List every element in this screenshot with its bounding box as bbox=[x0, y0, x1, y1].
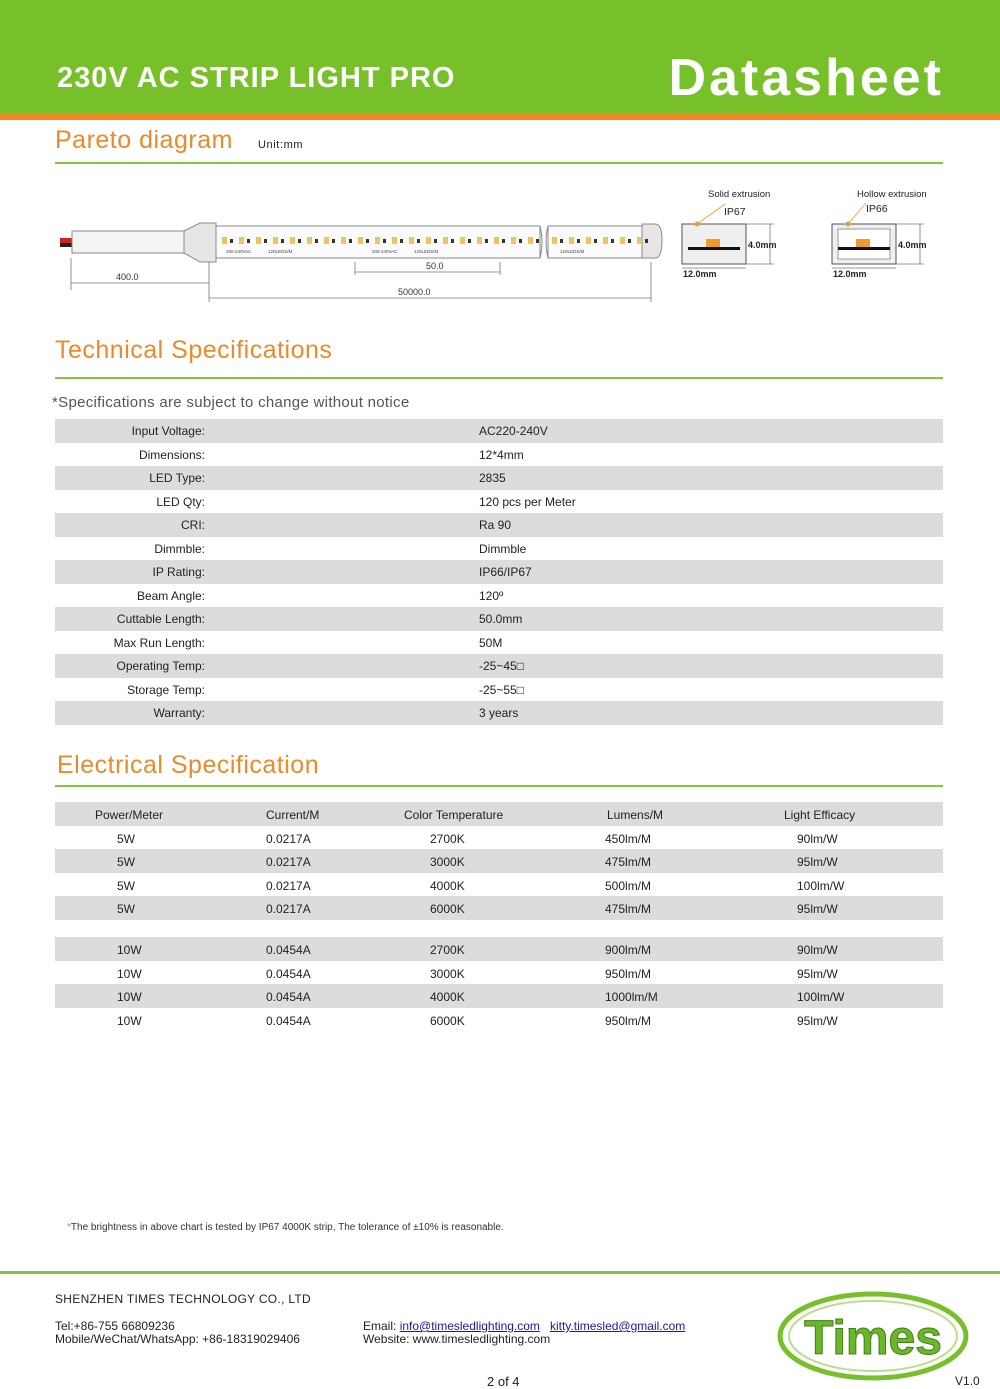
strip-label-leds-2: 120LEDS/M bbox=[414, 249, 439, 254]
led-chip bbox=[528, 237, 533, 244]
resistor bbox=[366, 239, 369, 243]
contact-email bbox=[363, 1319, 685, 1333]
led-chip bbox=[256, 237, 261, 244]
resistor bbox=[349, 239, 352, 243]
elec-cell: 10W bbox=[117, 990, 142, 1004]
spec-key: Dimmble: bbox=[154, 541, 205, 556]
elec-cell: 2700K bbox=[430, 831, 465, 846]
spec-value: AC220-240V bbox=[479, 424, 548, 438]
email-link-kitty[interactable]: kitty.timesled@gmail.com bbox=[549, 1319, 686, 1333]
tech-rule bbox=[55, 377, 943, 379]
led-chip bbox=[273, 237, 278, 244]
resistor bbox=[519, 239, 522, 243]
elec-cell: 475lm/M bbox=[605, 855, 652, 869]
elec-cell: 0.0454A bbox=[266, 966, 311, 981]
spec-key: Cuttable Length: bbox=[116, 612, 205, 626]
resistor bbox=[247, 239, 250, 243]
elec-row bbox=[55, 961, 943, 985]
resistor bbox=[560, 239, 563, 243]
elec-cell: 0.0454A bbox=[266, 943, 311, 957]
elec-header-cell: Light Efficacy bbox=[784, 808, 856, 822]
strip-label-voltage-2: 200-240VAC bbox=[372, 249, 398, 254]
spec-key: Storage Temp: bbox=[127, 682, 205, 697]
elec-row bbox=[55, 873, 943, 897]
elec-cell: 6000K bbox=[430, 1013, 465, 1028]
elec-cell: 4000K bbox=[430, 990, 465, 1004]
hollow-leader bbox=[848, 203, 866, 224]
spec-row bbox=[55, 584, 943, 608]
spec-value: 120 pcs per Meter bbox=[479, 494, 576, 509]
spec-value: 50M bbox=[479, 635, 503, 650]
elec-cell: 100lm/W bbox=[797, 990, 845, 1004]
resistor bbox=[468, 239, 471, 243]
elec-cell: 5W bbox=[117, 831, 135, 846]
elec-row bbox=[55, 984, 943, 1008]
pareto-title: Pareto diagram bbox=[55, 126, 233, 154]
footnote-text: The brightness in above chart is tested by IP67 4000K strip, The tolerance of ±10% is reasonable. bbox=[70, 1222, 504, 1233]
elec-rule bbox=[55, 785, 943, 787]
footnote-star: * bbox=[67, 1222, 71, 1233]
spec-key: Beam Angle: bbox=[136, 588, 205, 603]
strip-diagram bbox=[0, 170, 1000, 310]
spec-row bbox=[55, 537, 943, 561]
resistor bbox=[645, 239, 648, 243]
hollow-width: 12.0mm bbox=[833, 269, 867, 279]
resistor bbox=[611, 239, 614, 243]
solid-height: 4.0mm bbox=[748, 240, 777, 250]
led-chip bbox=[426, 237, 431, 244]
strip-label-leds: 120LEDS/M bbox=[268, 249, 293, 254]
led-chip bbox=[494, 237, 499, 244]
elec-row bbox=[55, 1008, 943, 1032]
solid-label: Solid extrusion bbox=[708, 189, 771, 200]
spec-value: 12*4mm bbox=[479, 447, 524, 462]
elec-table-10w bbox=[55, 937, 943, 1031]
led-chip bbox=[307, 237, 312, 244]
led-chip bbox=[511, 237, 516, 244]
elec-header-cell: Color Temperature bbox=[404, 808, 504, 822]
spec-row bbox=[55, 419, 943, 443]
elec-cell: 3000K bbox=[430, 855, 465, 869]
email-label: Email: bbox=[363, 1319, 400, 1333]
cable bbox=[72, 231, 184, 253]
spec-note: *Specifications are subject to change without notice bbox=[52, 394, 410, 411]
dim-total: 50000.0 bbox=[398, 287, 431, 297]
contact-mobile: Mobile/WeChat/WhatsApp: +86-18319029406 bbox=[55, 1332, 300, 1346]
elec-cell: 5W bbox=[117, 855, 135, 869]
elec-cell: 475lm/M bbox=[605, 902, 652, 916]
spec-value: IP66/IP67 bbox=[479, 565, 532, 579]
led-chip bbox=[620, 237, 625, 244]
hollow-led bbox=[856, 239, 870, 247]
elec-cell: 95lm/W bbox=[797, 902, 838, 916]
resistor bbox=[383, 239, 386, 243]
resistor bbox=[298, 239, 301, 243]
elec-cell: 5W bbox=[117, 902, 135, 916]
elec-cell: 3000K bbox=[430, 966, 465, 981]
resistor bbox=[281, 239, 284, 243]
spec-row bbox=[55, 490, 943, 514]
elec-cell: 0.0454A bbox=[266, 990, 311, 1004]
spec-key: Operating Temp: bbox=[116, 659, 205, 673]
unit-label: Unit:mm bbox=[258, 139, 304, 151]
led-chip bbox=[569, 237, 574, 244]
document-type: Datasheet bbox=[668, 49, 944, 107]
footnote bbox=[67, 1222, 504, 1233]
spec-key: Dimensions: bbox=[138, 447, 205, 462]
spec-value: 50.0mm bbox=[479, 612, 523, 626]
tech-spec-table bbox=[55, 419, 943, 725]
dimension-lines bbox=[71, 258, 651, 302]
resistor bbox=[451, 239, 454, 243]
company-name: SHENZHEN TIMES TECHNOLOGY CO., LTD bbox=[55, 1292, 312, 1306]
hollow-pcb bbox=[838, 247, 890, 250]
resistor bbox=[485, 239, 488, 243]
led-chip bbox=[586, 237, 591, 244]
spec-row bbox=[55, 560, 943, 584]
led-chip bbox=[460, 237, 465, 244]
elec-cell: 5W bbox=[117, 878, 135, 893]
elec-header-cell: Power/Meter bbox=[95, 808, 164, 822]
resistor bbox=[400, 239, 403, 243]
strip-label-voltage: 200-240VAC bbox=[226, 249, 252, 254]
led-chip bbox=[290, 237, 295, 244]
spec-row bbox=[55, 443, 943, 467]
times-logo bbox=[776, 1288, 971, 1383]
resistor bbox=[628, 239, 631, 243]
spec-value: -25~45□ bbox=[479, 659, 524, 673]
resistor bbox=[315, 239, 318, 243]
led-chip bbox=[375, 237, 380, 244]
spec-value: Ra 90 bbox=[479, 518, 512, 532]
version: V1.0 bbox=[955, 1374, 980, 1388]
spec-key: CRI: bbox=[181, 518, 205, 532]
elec-cell: 500lm/M bbox=[605, 878, 652, 893]
spec-row bbox=[55, 678, 943, 702]
elec-cell: 95lm/W bbox=[797, 855, 838, 869]
resistor bbox=[434, 239, 437, 243]
elec-cell: 10W bbox=[117, 943, 142, 957]
resistor bbox=[332, 239, 335, 243]
spec-key: Input Voltage: bbox=[131, 424, 205, 438]
spec-value: 120º bbox=[479, 588, 504, 603]
elec-cell: 2700K bbox=[430, 943, 465, 957]
elec-cell: 1000lm/M bbox=[605, 990, 658, 1004]
page-number: 2 of 4 bbox=[487, 1374, 520, 1389]
spec-row bbox=[55, 466, 943, 490]
resistor bbox=[536, 239, 539, 243]
led-chip bbox=[222, 237, 227, 244]
elec-cell: 100lm/W bbox=[797, 878, 845, 893]
elec-cell: 4000K bbox=[430, 878, 465, 893]
solid-leader bbox=[697, 204, 725, 224]
led-chip bbox=[324, 237, 329, 244]
elec-cell: 0.0454A bbox=[266, 1013, 311, 1028]
hollow-label: Hollow extrusion bbox=[857, 189, 927, 200]
spec-row bbox=[55, 701, 943, 725]
logo-text: Times bbox=[804, 1312, 942, 1365]
solid-led bbox=[706, 239, 720, 247]
led-chip bbox=[552, 237, 557, 244]
tech-title: Technical Specifications bbox=[55, 336, 333, 364]
spec-key: LED Type: bbox=[149, 471, 205, 485]
elec-cell: 90lm/W bbox=[797, 831, 838, 846]
contact-website[interactable]: Website: www.timesledlighting.com bbox=[363, 1332, 551, 1346]
elec-cell: 10W bbox=[117, 966, 142, 981]
elec-row bbox=[55, 937, 943, 961]
spec-value: 2835 bbox=[479, 471, 506, 485]
elec-cell: 0.0217A bbox=[266, 855, 311, 869]
elec-cell: 0.0217A bbox=[266, 831, 311, 846]
led-chip bbox=[637, 237, 642, 244]
spec-row bbox=[55, 607, 943, 631]
elec-cell: 0.0217A bbox=[266, 878, 311, 893]
led-chip bbox=[477, 237, 482, 244]
elec-cell: 10W bbox=[117, 1013, 142, 1028]
led-chip bbox=[392, 237, 397, 244]
led-chip bbox=[358, 237, 363, 244]
elec-row bbox=[55, 896, 943, 920]
spec-key: Warranty: bbox=[153, 706, 205, 720]
elec-cell: 95lm/W bbox=[797, 966, 838, 981]
resistor bbox=[502, 239, 505, 243]
solid-ip: IP67 bbox=[724, 206, 746, 218]
led-chip bbox=[603, 237, 608, 244]
spec-key: IP Rating: bbox=[152, 565, 205, 579]
elec-cell: 90lm/W bbox=[797, 943, 838, 957]
elec-cell: 0.0217A bbox=[266, 902, 311, 916]
pareto-rule bbox=[55, 162, 943, 164]
led-chip bbox=[409, 237, 414, 244]
elec-cell: 450lm/M bbox=[605, 831, 652, 846]
dim-cut: 50.0 bbox=[426, 261, 444, 271]
footer-rule bbox=[0, 1271, 1000, 1274]
led-chip bbox=[239, 237, 244, 244]
elec-table-5w bbox=[55, 802, 943, 920]
contact-tel: Tel:+86-755 66809236 bbox=[55, 1319, 175, 1333]
product-title: 230V AC STRIP LIGHT PRO bbox=[57, 62, 456, 94]
elec-header-cell: Lumens/M bbox=[607, 808, 664, 822]
elec-row bbox=[55, 849, 943, 873]
resistor bbox=[594, 239, 597, 243]
resistor bbox=[417, 239, 420, 243]
spec-key: Max Run Length: bbox=[113, 635, 205, 650]
elec-header-row bbox=[55, 802, 943, 826]
strip-label-leds-3: 120LEDS/M bbox=[560, 249, 585, 254]
resistor bbox=[230, 239, 233, 243]
elec-cell: 95lm/W bbox=[797, 1013, 838, 1028]
elec-cell: 950lm/M bbox=[605, 1013, 652, 1028]
end-cap-left bbox=[184, 223, 216, 262]
header-accent-bar bbox=[0, 113, 1000, 120]
elec-cell: 900lm/M bbox=[605, 943, 652, 957]
elec-header-cell: Current/M bbox=[266, 808, 320, 822]
led-chip bbox=[341, 237, 346, 244]
spec-key: LED Qty: bbox=[156, 494, 205, 509]
spec-row bbox=[55, 654, 943, 678]
strip-break bbox=[540, 226, 548, 258]
hollow-ip: IP66 bbox=[866, 203, 888, 215]
resistor bbox=[577, 239, 580, 243]
elec-cell: 6000K bbox=[430, 902, 465, 916]
elec-title: Electrical Specification bbox=[57, 751, 320, 779]
spec-value: 3 years bbox=[479, 706, 519, 720]
resistor bbox=[264, 239, 267, 243]
spec-row bbox=[55, 631, 943, 655]
led-chip bbox=[443, 237, 448, 244]
email-link-info[interactable]: info@timesledlighting.com bbox=[399, 1319, 540, 1333]
hollow-height: 4.0mm bbox=[898, 240, 927, 250]
solid-width: 12.0mm bbox=[683, 269, 717, 279]
elec-cell: 950lm/M bbox=[605, 966, 652, 981]
spec-value: Dimmble bbox=[479, 541, 527, 556]
dim-lead: 400.0 bbox=[116, 272, 139, 282]
spec-row bbox=[55, 513, 943, 537]
solid-pcb bbox=[688, 247, 740, 250]
elec-row bbox=[55, 826, 943, 850]
spec-value: -25~55□ bbox=[479, 682, 524, 697]
